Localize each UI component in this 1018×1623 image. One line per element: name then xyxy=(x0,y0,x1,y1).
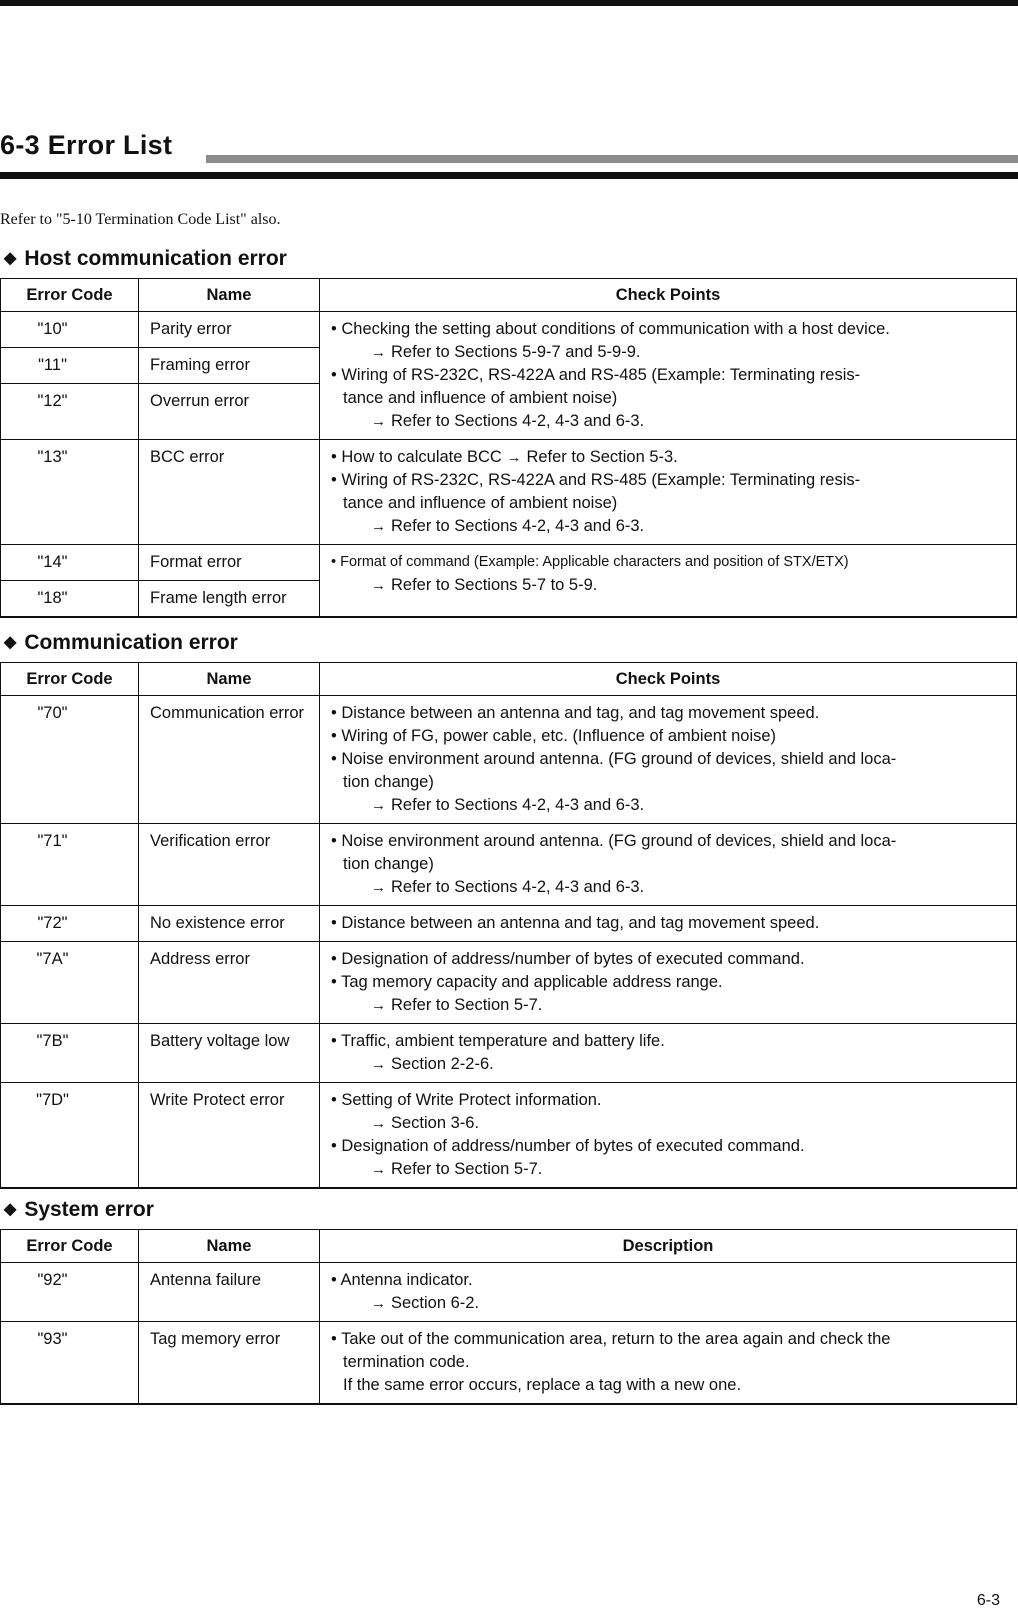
error-name: Overrun error xyxy=(139,384,320,440)
check-points xyxy=(320,696,1017,824)
intro-text: Refer to "5-10 Termination Code List" also. xyxy=(0,211,281,228)
title-bar xyxy=(206,155,1018,163)
table-row xyxy=(1,696,1017,824)
host-error-table xyxy=(0,278,1017,618)
error-name: Parity error xyxy=(139,312,320,348)
diamond-icon: ◆ xyxy=(4,634,17,651)
error-name: Format error xyxy=(139,545,320,581)
check-point-line: • Wiring of RS-232C, RS-422A and RS-485 (Example: Terminating resis- xyxy=(331,366,861,384)
error-code: "10" xyxy=(1,312,139,348)
check-point-line: • Setting of Write Protect information. xyxy=(331,1091,602,1109)
reference-line: → Refer to Sections 5-9-7 and 5-9-9. xyxy=(371,343,641,361)
table-row xyxy=(1,824,1017,906)
error-code: "7D" xyxy=(1,1083,139,1189)
check-points xyxy=(320,440,1017,545)
check-point-line: • Wiring of FG, power cable, etc. (Influence of ambient noise) xyxy=(331,727,777,745)
table-row xyxy=(1,545,1017,581)
error-name: Tag memory error xyxy=(139,1322,320,1405)
reference-line: → Section 3-6. xyxy=(371,1114,480,1132)
reference-line: → Refer to Section 5-7. xyxy=(371,1160,543,1178)
reference-line: → Refer to Sections 4-2, 4-3 and 6-3. xyxy=(371,878,645,896)
table-header-row xyxy=(1,1230,1017,1263)
reference-line: → Section 6-2. xyxy=(371,1294,480,1312)
error-code: "18" xyxy=(1,581,139,618)
table-row xyxy=(1,1024,1017,1083)
check-point-line: tion change) xyxy=(343,773,434,791)
section-heading-host xyxy=(0,247,287,271)
reference-line: → Refer to Section 5-7. xyxy=(371,996,543,1014)
check-point-line: • Distance between an antenna and tag, and tag movement speed. xyxy=(331,704,820,722)
table-header-row xyxy=(1,279,1017,312)
check-points xyxy=(320,824,1017,906)
reference-line: → Section 2-2-6. xyxy=(371,1055,494,1073)
error-code: "72" xyxy=(1,906,139,942)
col-error-code: Error Code xyxy=(1,1230,139,1263)
section-title: System error xyxy=(24,1198,154,1221)
description-line: termination code. xyxy=(343,1353,470,1371)
reference-line: → Refer to Sections 5-7 to 5-9. xyxy=(371,576,598,594)
check-point-line: • Noise environment around antenna. (FG ground of devices, shield and loca- xyxy=(331,832,897,850)
error-code: "93" xyxy=(1,1322,139,1405)
col-name: Name xyxy=(139,1230,320,1263)
col-description: Description xyxy=(320,1230,1017,1263)
col-error-code: Error Code xyxy=(1,663,139,696)
error-code: "7B" xyxy=(1,1024,139,1083)
col-name: Name xyxy=(139,279,320,312)
error-code: "70" xyxy=(1,696,139,824)
check-points xyxy=(320,1024,1017,1083)
check-points xyxy=(320,1083,1017,1189)
description-line: • Antenna indicator. xyxy=(331,1271,473,1289)
diamond-icon: ◆ xyxy=(4,250,17,267)
table-row xyxy=(1,440,1017,545)
table-row xyxy=(1,312,1017,348)
arrow-icon: → xyxy=(371,997,386,1014)
col-check-points: Check Points xyxy=(320,663,1017,696)
error-name: Verification error xyxy=(139,824,320,906)
section-title: Communication error xyxy=(24,631,238,654)
col-error-code: Error Code xyxy=(1,279,139,312)
table-row xyxy=(1,1083,1017,1189)
check-point-line: • Format of command (Example: Applicable characters and position of STX/ETX) xyxy=(331,554,849,570)
arrow-icon: → xyxy=(506,449,522,466)
check-point-line: tance and influence of ambient noise) xyxy=(343,494,618,512)
check-point-line: • Checking the setting about conditions of communication with a host device. xyxy=(331,320,890,338)
error-code: "14" xyxy=(1,545,139,581)
page-title: 6-3 Error List xyxy=(0,130,173,160)
arrow-icon: → xyxy=(371,413,386,430)
communication-error-table xyxy=(0,662,1017,1189)
check-points xyxy=(320,906,1017,942)
check-point-line: • Wiring of RS-232C, RS-422A and RS-485 (Example: Terminating resis- xyxy=(331,471,861,489)
check-point-line: tion change) xyxy=(343,855,434,873)
description-line: • Take out of the communication area, return to the area again and check the xyxy=(331,1330,891,1348)
error-code: "11" xyxy=(1,348,139,384)
check-point-line: • Noise environment around antenna. (FG ground of devices, shield and loca- xyxy=(331,750,897,768)
error-name: Battery voltage low xyxy=(139,1024,320,1083)
error-code: "71" xyxy=(1,824,139,906)
table-row xyxy=(1,1322,1017,1405)
check-point-line: • Distance between an antenna and tag, and tag movement speed. xyxy=(331,914,820,932)
diamond-icon: ◆ xyxy=(4,1201,17,1218)
table-row xyxy=(1,942,1017,1024)
reference-line: → Refer to Sections 4-2, 4-3 and 6-3. xyxy=(371,412,645,430)
error-name: Address error xyxy=(139,942,320,1024)
error-name: Frame length error xyxy=(139,581,320,618)
check-point-line: • Tag memory capacity and applicable address range. xyxy=(331,973,723,991)
title-rule xyxy=(0,172,1018,179)
table-row xyxy=(1,906,1017,942)
check-points xyxy=(320,942,1017,1024)
reference-line: → Refer to Sections 4-2, 4-3 and 6-3. xyxy=(371,517,645,535)
error-code: "7A" xyxy=(1,942,139,1024)
error-name: Write Protect error xyxy=(139,1083,320,1189)
arrow-icon: → xyxy=(371,1295,386,1312)
page-number: 6-3 xyxy=(976,1592,1000,1609)
check-point-line: tance and influence of ambient noise) xyxy=(343,389,618,407)
reference-line: → Refer to Sections 4-2, 4-3 and 6-3. xyxy=(371,796,645,814)
section-heading-system xyxy=(0,1198,154,1222)
error-name: BCC error xyxy=(139,440,320,545)
description xyxy=(320,1263,1017,1322)
system-error-table xyxy=(0,1229,1017,1405)
error-code: "12" xyxy=(1,384,139,440)
top-rule xyxy=(0,0,1018,6)
error-name: Communication error xyxy=(139,696,320,824)
check-point-line: • Designation of address/number of bytes of executed command. xyxy=(331,1137,805,1155)
section-heading-communication xyxy=(0,631,238,655)
check-point-line: • Traffic, ambient temperature and battery life. xyxy=(331,1032,665,1050)
arrow-icon: → xyxy=(371,1161,386,1178)
arrow-icon: → xyxy=(371,879,386,896)
error-name: Framing error xyxy=(139,348,320,384)
error-code: "13" xyxy=(1,440,139,545)
table-header-row xyxy=(1,663,1017,696)
check-points xyxy=(320,545,1017,618)
check-point-line: • Designation of address/number of bytes of executed command. xyxy=(331,950,805,968)
table-row xyxy=(1,1263,1017,1322)
section-title: Host communication error xyxy=(24,247,287,270)
arrow-icon: → xyxy=(371,1056,386,1073)
description-line: If the same error occurs, replace a tag with a new one. xyxy=(343,1376,742,1394)
arrow-icon: → xyxy=(371,518,386,535)
arrow-icon: → xyxy=(371,344,386,361)
description xyxy=(320,1322,1017,1405)
error-code: "92" xyxy=(1,1263,139,1322)
col-check-points: Check Points xyxy=(320,279,1017,312)
check-point-line: • How to calculate BCC → Refer to Section 5-3. xyxy=(331,448,678,466)
arrow-icon: → xyxy=(371,797,386,814)
col-name: Name xyxy=(139,663,320,696)
error-name: Antenna failure xyxy=(139,1263,320,1322)
arrow-icon: → xyxy=(371,1115,386,1132)
check-points xyxy=(320,312,1017,440)
error-name: No existence error xyxy=(139,906,320,942)
arrow-icon: → xyxy=(371,577,386,594)
